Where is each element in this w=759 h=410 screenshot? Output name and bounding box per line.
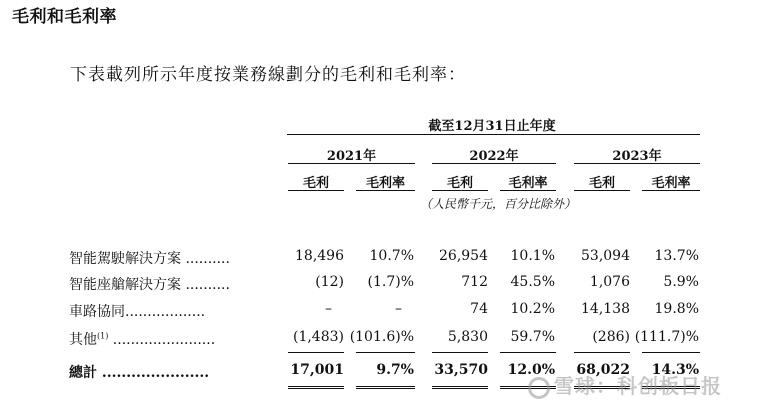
- col-header-profit: 毛利: [446, 176, 473, 191]
- total-2023-margin: 14.3%: [651, 362, 699, 378]
- table-row: [0, 329, 759, 351]
- col-header-margin: 毛利率: [651, 176, 691, 191]
- col-header-margin: 毛利率: [508, 176, 548, 191]
- total-2021-profit: 17,001: [290, 362, 344, 378]
- watermark-text: 雪球：科创板日报: [554, 374, 722, 398]
- col-rule: [574, 190, 630, 191]
- col-rule: [432, 190, 488, 191]
- row-label: 車路協同..................: [69, 304, 206, 320]
- col-header-profit: 毛利: [588, 176, 615, 191]
- cell-2023-margin: 19.8%: [654, 301, 699, 317]
- cell-2022-margin: 59.7%: [510, 329, 555, 345]
- cell-2023-profit: 14,138: [581, 301, 630, 317]
- total-2021-margin: 9.7%: [376, 362, 414, 378]
- year-rule: [288, 163, 415, 164]
- cell-2021-margin: 10.7%: [369, 248, 414, 264]
- snowball-logo-icon: [528, 377, 550, 399]
- col-rule: [356, 190, 415, 191]
- cell-2021-profit: –: [325, 301, 332, 317]
- sum-rule: [288, 352, 344, 353]
- cell-2021-profit: 18,496: [295, 248, 344, 264]
- total-2022-profit: 33,570: [434, 362, 488, 378]
- cell-2021-profit: (1,483): [292, 329, 344, 345]
- watermark: [528, 370, 722, 399]
- sum-rule: [574, 352, 630, 353]
- cell-2022-profit: 74: [470, 301, 488, 317]
- sum-rule: [432, 352, 488, 353]
- sum-rule: [500, 352, 556, 353]
- cell-2022-profit: 712: [461, 274, 488, 290]
- total-label: 總計 ......................: [69, 365, 210, 381]
- cell-2021-margin: (1.7)%: [367, 274, 414, 290]
- period-header: 截至12月31日止年度: [428, 119, 556, 134]
- col-rule: [642, 190, 700, 191]
- cell-2021-profit: (12): [315, 274, 344, 290]
- col-rule: [288, 190, 344, 191]
- cell-2023-margin: 5.9%: [663, 274, 699, 290]
- cell-2022-profit: 26,954: [439, 248, 488, 264]
- sum-rule: [356, 352, 415, 353]
- double-rule: [356, 386, 415, 389]
- row-label: [69, 329, 269, 349]
- leader-dots: .......................: [108, 332, 216, 348]
- intro-text: 下表載列所示年度按業務線劃分的毛利和毛利率：: [70, 65, 466, 85]
- sum-rule: [642, 352, 700, 353]
- double-rule: [288, 386, 344, 389]
- year-rule: [432, 163, 556, 164]
- cell-2023-profit: 1,076: [589, 274, 630, 290]
- cell-2021-margin: –: [395, 301, 402, 317]
- cell-2023-margin: (111.7)%: [634, 329, 699, 345]
- year-header-2021: 2021年: [326, 149, 377, 164]
- cell-2023-profit: (286): [592, 329, 630, 345]
- total-2023-profit: 68,022: [576, 362, 630, 378]
- col-header-profit: 毛利: [302, 176, 329, 191]
- cell-2022-margin: 10.1%: [510, 248, 555, 264]
- year-header-2023: 2023年: [612, 149, 662, 164]
- year-rule: [574, 163, 700, 164]
- total-2022-margin: 12.0%: [507, 362, 555, 378]
- cell-2022-profit: 5,830: [447, 329, 488, 345]
- row-label: 智能座艙解決方案 ..........: [69, 277, 230, 293]
- col-header-margin: 毛利率: [365, 176, 405, 191]
- row-label-text: 其他: [69, 332, 97, 348]
- table-row: [0, 274, 759, 296]
- cell-2021-margin: (101.6)%: [349, 329, 414, 345]
- cell-2022-margin: 45.5%: [510, 274, 555, 290]
- table-row: [0, 301, 759, 323]
- row-label: 智能駕駛解決方案 ..........: [69, 251, 230, 267]
- section-title: 毛利和毛利率: [12, 7, 117, 27]
- cell-2022-margin: 10.2%: [510, 301, 555, 317]
- period-rule: [287, 134, 700, 135]
- unit-note: （人民幣千元，百分比除外）: [420, 197, 577, 211]
- cell-2023-margin: 13.7%: [654, 248, 699, 264]
- year-header-2022: 2022年: [469, 149, 519, 164]
- cell-2023-profit: 53,094: [581, 248, 630, 264]
- col-rule: [500, 190, 556, 191]
- double-rule: [432, 386, 488, 389]
- footnote-marker: (1): [97, 331, 109, 341]
- table-row: [0, 248, 759, 270]
